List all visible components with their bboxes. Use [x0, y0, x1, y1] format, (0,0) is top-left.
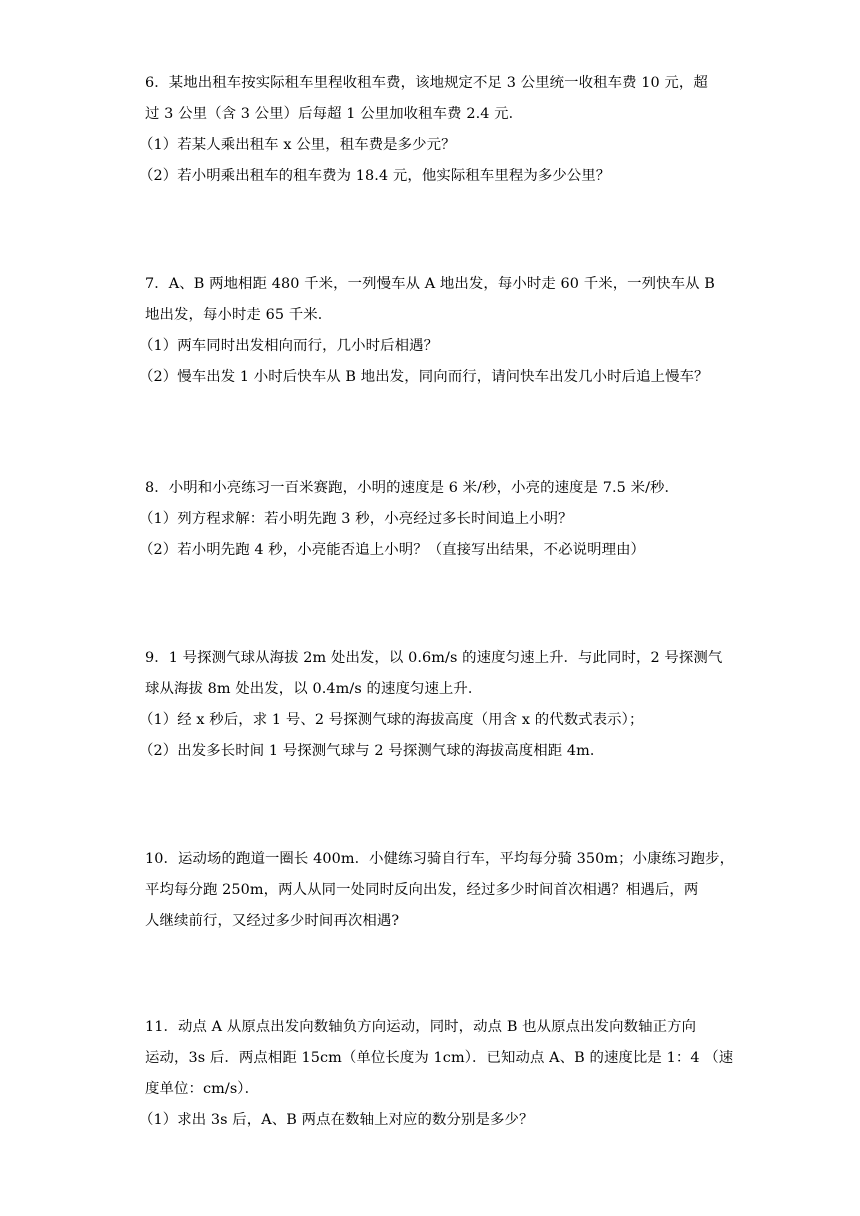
problem-text-line: 地出发，每小时走 65 千米． — [145, 307, 333, 323]
sub-question: （2）慢车出发 1 小时后快车从 B 地出发，同向而行，请问快车出发几小时后追上慢车？ — [139, 369, 709, 385]
problem-text-line: 9．1 号探测气球从海拔 2m 处出发，以 0.6m/s 的速度匀速上升．与此同时，2 号探测气 — [145, 650, 723, 666]
problem-text-line: 11．动点 A 从原点出发向数轴负方向运动，同时，动点 B 也从原点出发向数轴正方向 — [145, 1019, 697, 1035]
problem-text-line: 10．运动场的跑道一圈长 400m．小健练习骑自行车，平均每分骑 350m；小康练习跑步， — [145, 851, 735, 867]
problem-text-line: 度单位：cm/s）． — [145, 1081, 260, 1097]
sub-question: （1）若某人乘出租车 x 公里，租车费是多少元？ — [139, 137, 456, 153]
problem-text-line: 8．小明和小亮练习一百米赛跑，小明的速度是 6 米/秒，小亮的速度是 7.5 米/秒． — [145, 480, 679, 496]
sub-question: （2）若小明先跑 4 秒，小亮能否追上小明？（直接写出结果，不必说明理由） — [139, 542, 646, 558]
problem-8 — [139, 473, 725, 566]
problem-text-line: 7．A、B 两地相距 480 千米，一列慢车从 A 地出发，每小时走 60 千米，一列快车从 B — [145, 276, 715, 292]
sub-question: （1）经 x 秒后，求 1 号、2 号探测气球的海拔高度（用含 x 的代数式表示）； — [139, 712, 644, 728]
sub-question: （1）两车同时出发相向而行，几小时后相遇？ — [139, 338, 439, 354]
problem-9 — [139, 643, 725, 767]
problem-text-line: 球从海拔 8m 处出发，以 0.4m/s 的速度匀速上升． — [145, 681, 483, 697]
problem-text-line: 运动，3s 后．两点相距 15cm（单位长度为 1cm）．已知动点 A、B 的速度比是 1：4 （速 — [145, 1050, 734, 1066]
problem-10 — [145, 844, 735, 937]
problem-text-line: 6．某地出租车按实际租车里程收租车费，该地规定不足 3 公里统一收租车费 10 元，超 — [145, 75, 708, 91]
sub-question: （1）列方程求解：若小明先跑 3 秒，小亮经过多长时间追上小明？ — [139, 511, 573, 527]
problem-7 — [139, 269, 725, 393]
sub-question: （2）若小明乘出租车的租车费为 18.4 元，他实际租车里程为多少公里？ — [139, 168, 611, 184]
problem-text-line: 人继续前行，又经过多少时间再次相遇? — [145, 913, 400, 929]
problem-11 — [139, 1012, 734, 1136]
sub-question: （2）出发多长时间 1 号探测气球与 2 号探测气球的海拔高度相距 4m． — [139, 743, 605, 759]
problem-text-line: 过 3 公里（含 3 公里）后每超 1 公里加收租车费 2.4 元． — [145, 106, 524, 122]
problem-6 — [139, 68, 725, 192]
sub-question: （1）求出 3s 后，A、B 两点在数轴上对应的数分别是多少？ — [139, 1112, 534, 1128]
problem-text-line: 平均每分跑 250m，两人从同一处同时反向出发，经过多少时间首次相遇？相遇后，两 — [145, 882, 699, 898]
